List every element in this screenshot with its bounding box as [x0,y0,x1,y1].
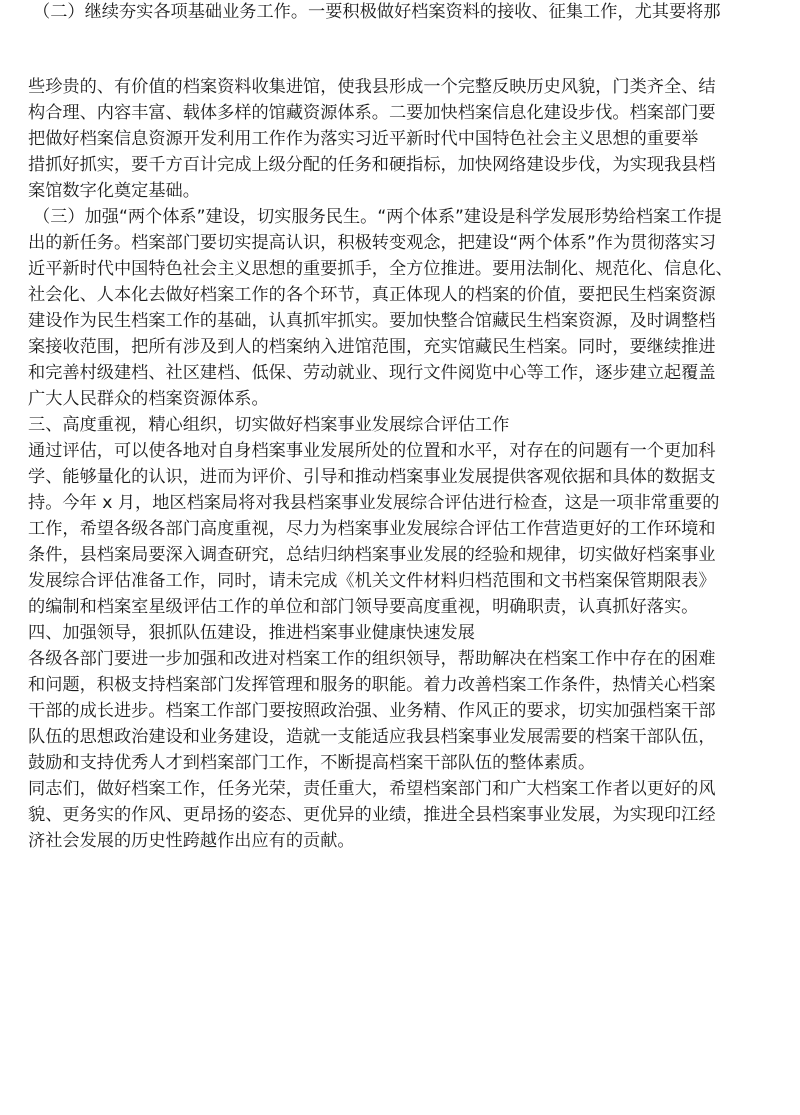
text-line: 通过评估，可以使各地对自身档案事业发展所处的位置和水平，对存在的问题有一个更加科 [28,441,716,461]
text-line: 各级各部门要进一步加强和改进对档案工作的组织领导，帮助解决在档案工作中存在的困难 [28,649,716,669]
text-line: 把做好档案信息资源开发利用工作作为落实习近平新时代中国特色社会主义思想的重要举 [28,129,699,149]
text-line: 的编制和档案室星级评估工作的单位和部门领导要高度重视，明确职责，认真抓好落实。 [28,597,699,617]
text-line: 建设作为民生档案工作的基础，认真抓牢抓实。要加快整合馆藏民生档案资源，及时调整档 [28,311,716,331]
text-line: 案馆数字化奠定基础。 [28,181,200,201]
text-line: 社会化、人本化去做好档案工作的各个环节，真正体现人的档案的价值，要把民生档案资源 [28,285,716,305]
text-line: 案接收范围，把所有涉及到人的档案纳入进馆范围，充实馆藏民生档案。同时，要继续推进 [28,337,716,357]
text-line: 构合理、内容丰富、载体多样的馆藏资源体系。二要加快档案信息化建设步伐。档案部门要 [28,103,716,123]
text-line: 同志们，做好档案工作，任务光荣，责任重大，希望档案部门和广大档案工作者以更好的风 [28,779,716,799]
text-line: 持。今年 x 月，地区档案局将对我县档案事业发展综合评估进行检查，这是一项非常重要的 [28,493,720,513]
text-line: （二）继续夯实各项基础业务工作。一要积极做好档案资料的接收、征集工作，尤其要将那 [33,2,721,22]
text-line: 干部的成长进步。档案工作部门要按照政治强、业务精、作风正的要求，切实加强档案干部 [28,701,716,721]
text-line: 些珍贵的、有价值的档案资料收集进馆，使我县形成一个完整反映历史风貌，门类齐全、结 [28,77,716,97]
text-line: 貌、更务实的作风、更昂扬的姿态、更优异的业绩，推进全县档案事业发展，为实现印江经 [28,805,716,825]
text-line: 和问题，积极支持档案部门发挥管理和服务的职能。着力改善档案工作条件，热情关心档案 [28,675,716,695]
text-line: 队伍的思想政治建设和业务建设，造就一支能适应我县档案事业发展需要的档案干部队伍， [28,727,716,747]
text-line: 和完善村级建档、社区建档、低保、劳动就业、现行文件阅览中心等工作，逐步建立起覆盖 [28,363,716,383]
section-heading: 四、加强领导，狠抓队伍建设，推进档案事业健康快速发展 [28,623,475,643]
text-line: 发展综合评估准备工作，同时，请未完成《机关文件材料归档范围和文书档案保管期限表》 [28,571,716,591]
text-line: 广大人民群众的档案资源体系。 [28,389,269,409]
text-line: 工作，希望各级各部门高度重视，尽力为档案事业发展综合评估工作营造更好的工作环境和 [28,519,716,539]
text-line: （三）加强“两个体系”建设，切实服务民生。“两个体系”建设是科学发展形势给档案工作提 [33,207,722,227]
text-line: 鼓励和支持优秀人才到档案部门工作，不断提高档案干部队伍的整体素质。 [28,753,596,773]
text-line: 措抓好抓实，要千方百计完成上级分配的任务和硬指标，加快网络建设步伐，为实现我县档 [28,155,716,175]
text-line: 近平新时代中国特色社会主义思想的重要抓手，全方位推进。要用法制化、规范化、信息化、 [28,259,733,279]
section-heading: 三、高度重视，精心组织，切实做好档案事业发展综合评估工作 [28,415,510,435]
text-line: 济社会发展的历史性跨越作出应有的贡献。 [28,831,355,851]
text-line: 出的新任务。档案部门要切实提高认识，积极转变观念，把建设“两个体系”作为贯彻落实习 [28,233,717,253]
text-line: 学、能够量化的认识，进而为评价、引导和推动档案事业发展提供客观依据和具体的数据支 [28,467,716,487]
text-line: 条件，县档案局要深入调查研究，总结归纳档案事业发展的经验和规律，切实做好档案事业 [28,545,716,565]
